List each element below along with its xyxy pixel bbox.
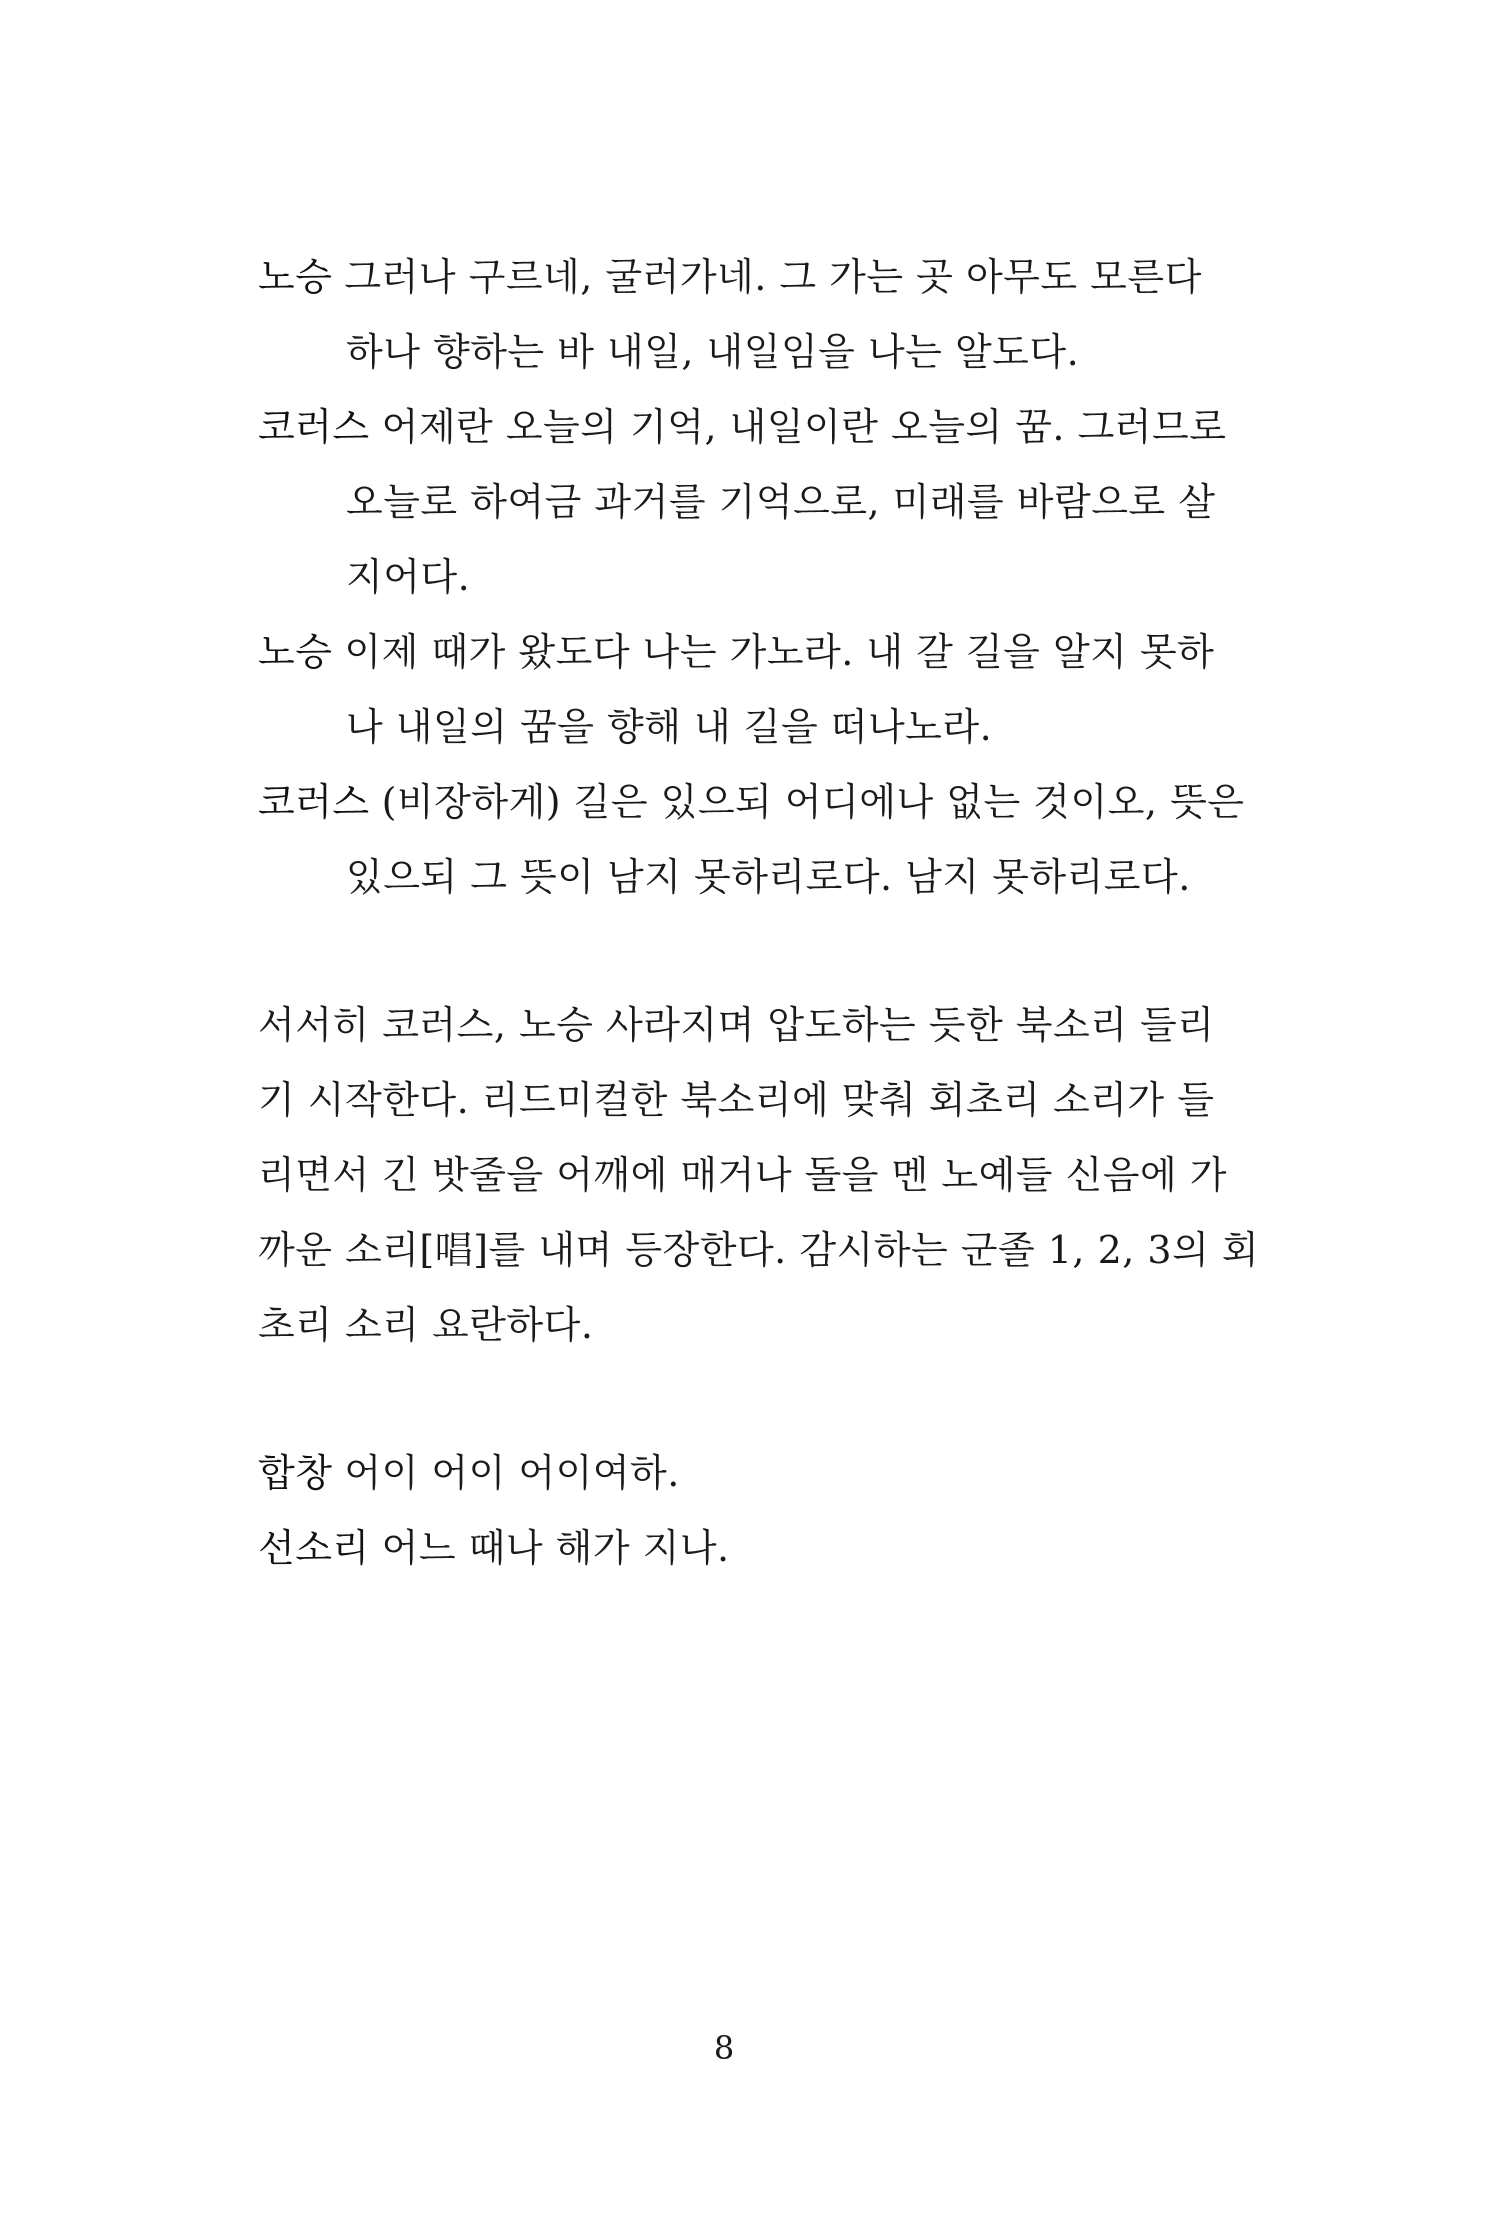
dialogue-text: 어이 어이 어이여하. bbox=[344, 1451, 680, 1495]
dialogue-line bbox=[258, 627, 1214, 677]
stage-direction-line: 서서히 코러스, 노승 사라지며 압도하는 듯한 북소리 들리 bbox=[258, 1003, 1215, 1047]
page-number: 8 bbox=[713, 2029, 735, 2067]
stage-direction-line: 기 시작한다. 리드미컬한 북소리에 맞춰 회초리 소리가 들 bbox=[258, 1078, 1215, 1122]
dialogue-text: 어제란 오늘의 기억, 내일이란 오늘의 꿈. 그러므로 bbox=[381, 405, 1227, 449]
dialogue-text: 어느 때나 해가 지나. bbox=[381, 1526, 730, 1570]
dialogue-continuation: 있으되 그 뜻이 남지 못하리로다. 남지 못하리로다. bbox=[346, 855, 1191, 899]
speaker-name: 코러스 bbox=[258, 780, 370, 824]
dialogue-continuation: 지어다. bbox=[346, 555, 471, 599]
stage-direction-line: 리면서 긴 밧줄을 어깨에 매거나 돌을 멘 노예들 신음에 가 bbox=[258, 1153, 1227, 1197]
stage-direction-line: 초리 소리 요란하다. bbox=[258, 1303, 594, 1347]
dialogue-line bbox=[258, 252, 1202, 302]
dialogue-continuation: 오늘로 하여금 과거를 기억으로, 미래를 바람으로 살 bbox=[346, 480, 1216, 524]
stage-direction-line: 까운 소리[唱]를 내며 등장한다. 감시하는 군졸 1, 2, 3의 회 bbox=[258, 1228, 1260, 1272]
speaker-name: 합창 bbox=[258, 1451, 333, 1495]
dialogue-line bbox=[258, 1448, 680, 1498]
dialogue-continuation: 나 내일의 꿈을 향해 내 길을 떠나노라. bbox=[346, 705, 993, 749]
dialogue-text: 그러나 구르네, 굴러가네. 그 가는 곳 아무도 모른다 bbox=[344, 255, 1202, 299]
speaker-name: 선소리 bbox=[258, 1526, 370, 1570]
speaker-name: 노승 bbox=[258, 630, 333, 674]
dialogue-continuation: 하나 향하는 바 내일, 내일임을 나는 알도다. bbox=[346, 330, 1080, 374]
speaker-name: 노승 bbox=[258, 255, 333, 299]
speaker-name: 코러스 bbox=[258, 405, 370, 449]
dialogue-line bbox=[258, 777, 1245, 827]
dialogue-line bbox=[258, 402, 1226, 452]
dialogue-text: (비장하게) 길은 있으되 어디에나 없는 것이오, 뜻은 bbox=[381, 780, 1245, 824]
dialogue-line bbox=[258, 1523, 730, 1573]
dialogue-text: 이제 때가 왔도다 나는 가노라. 내 갈 길을 알지 못하 bbox=[344, 630, 1215, 674]
